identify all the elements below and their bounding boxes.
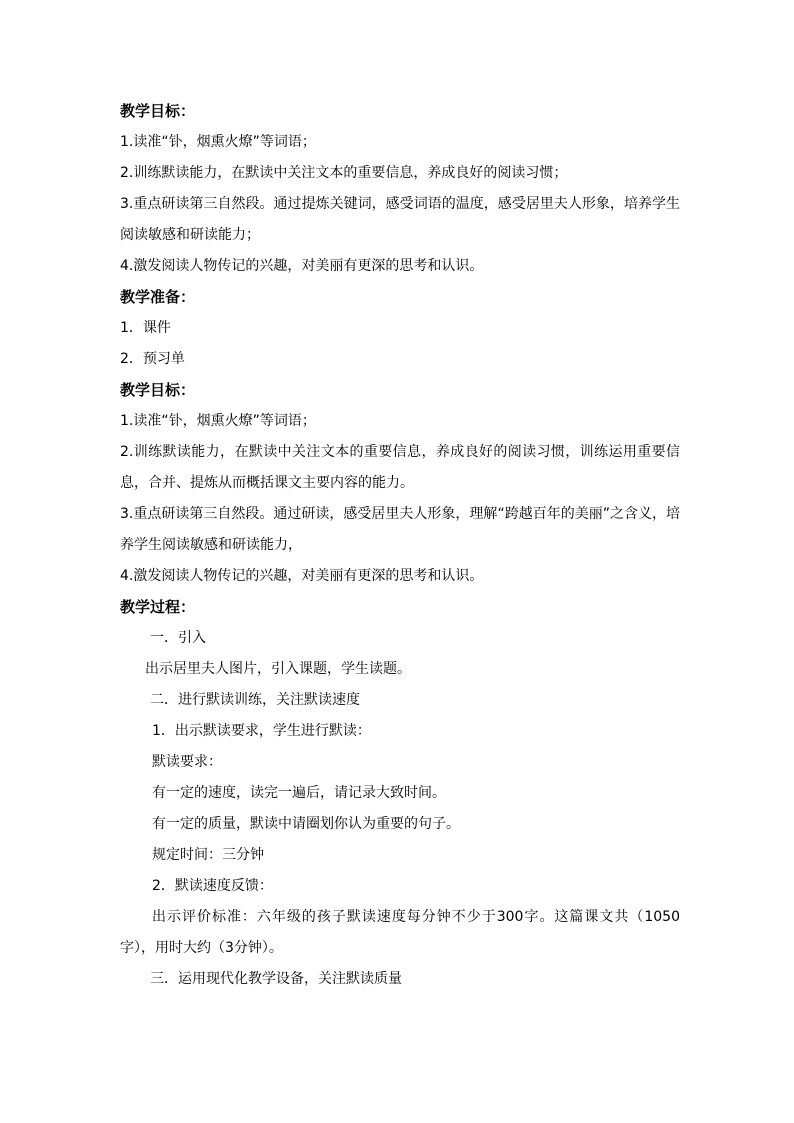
- objective-2-item-4: 4.激发阅读人物传记的兴趣，对美丽有更深的思考和认识。: [120, 568, 484, 584]
- objective-1-item-3: 3.重点研读第三自然段。通过提炼关键词，感受词语的温度，感受居里夫人形象，培养学生阅读敏感和研读能力；: [120, 196, 680, 243]
- objective-1-item-4: 4.激发阅读人物传记的兴趣，对美丽有更深的思考和认识。: [120, 258, 484, 274]
- process-line-requirements-title: 默读要求：: [152, 754, 222, 770]
- preparation-item-2: 2．预习单: [120, 351, 185, 367]
- process-line-time: 规定时间：三分钟: [152, 847, 264, 863]
- process-line-intro: 一．引入: [150, 630, 206, 646]
- process-heading: 教学过程：: [120, 598, 196, 616]
- process-line-silent-reading: 二．进行默读训练，关注默读速度: [150, 692, 360, 708]
- objectives-heading-2: 教学目标：: [120, 381, 196, 399]
- objective-2-item-2: 2.训练默读能力，在默读中关注文本的重要信息，养成良好的阅读习惯，训练运用重要信息，合并、提炼从而概括课文主要内容的能力。: [120, 444, 680, 491]
- preparation-heading: 教学准备：: [120, 288, 196, 306]
- objective-1-item-2: 2.训练默读能力，在默读中关注文本的重要信息，养成良好的阅读习惯；: [120, 165, 568, 181]
- process-line-speed: 有一定的速度，读完一遍后，请记录大致时间。: [152, 785, 446, 801]
- process-line-quality: 有一定的质量，默读中请圈划你认为重要的句子。: [152, 816, 460, 832]
- document-body: [120, 96, 680, 995]
- process-line-modern-equipment: 三．运用现代化教学设备，关注默读质量: [150, 971, 402, 987]
- objective-2-item-3: 3.重点研读第三自然段。通过研读，感受居里夫人形象，理解“跨越百年的美丽”之含义，培养学生阅读敏感和研读能力，: [120, 506, 680, 553]
- objectives-heading-1: 教学目标：: [120, 102, 196, 120]
- objective-2-item-1: 1.读准“钋，烟熏火燎”等词语；: [120, 413, 316, 429]
- process-line-show-picture: 出示居里夫人图片，引入课题，学生读题。: [145, 661, 411, 677]
- process-line-requirements-intro: 1．出示默读要求，学生进行默读：: [152, 723, 371, 739]
- preparation-item-1: 1．课件: [120, 320, 171, 336]
- process-line-criteria: 出示评价标准：六年级的孩子默读速度每分钟不少于300字。这篇课文共（1050字），用时大约（3分钟）。: [120, 909, 680, 956]
- objective-1-item-1: 1.读准“钋，烟熏火燎”等词语；: [120, 134, 316, 150]
- process-line-feedback: 2．默读速度反馈：: [152, 878, 273, 894]
